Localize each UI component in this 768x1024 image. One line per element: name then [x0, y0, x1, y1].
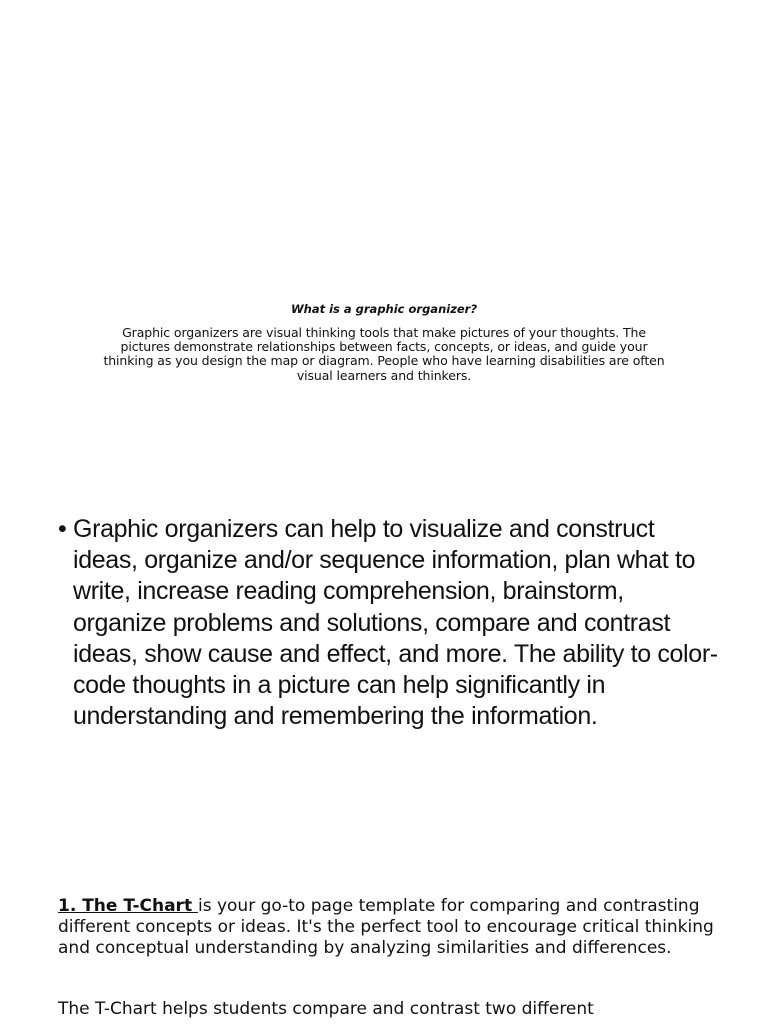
tchart-second-paragraph: The T-Chart helps students compare and contrast two different	[58, 999, 594, 1019]
tchart-lead: 1. The T-Chart	[58, 896, 198, 916]
tchart-body: is your go-to page template for comparing and contrasting different concepts or ideas. It's the perfect tool to encourage critical thinking and conceptual understanding by analyzing similarities and differences.	[58, 896, 714, 958]
bullet-item	[58, 514, 718, 732]
bullet-text: Graphic organizers can help to visualize and construct ideas, organize and/or sequence information, plan what to write, increase reading comprehension, brainstorm, organize problems and solutions, compare and contrast ideas, show cause and effect, and more. The ability to color-code thoughts in a picture can help significantly in understanding and remembering the information.	[73, 515, 718, 731]
tchart-paragraph	[58, 896, 718, 959]
bullet-list	[58, 514, 718, 732]
bullet-marker: •	[58, 515, 67, 543]
intro-paragraph: Graphic organizers are visual thinking tools that make pictures of your thoughts. The pictures demonstrate relationships between facts, concepts, or ideas, and guide your thinking as you design the map or diagram. People who have learning disabilities are often visual learners and thinkers.	[103, 325, 665, 383]
document-heading: What is a graphic organizer?	[290, 302, 478, 316]
